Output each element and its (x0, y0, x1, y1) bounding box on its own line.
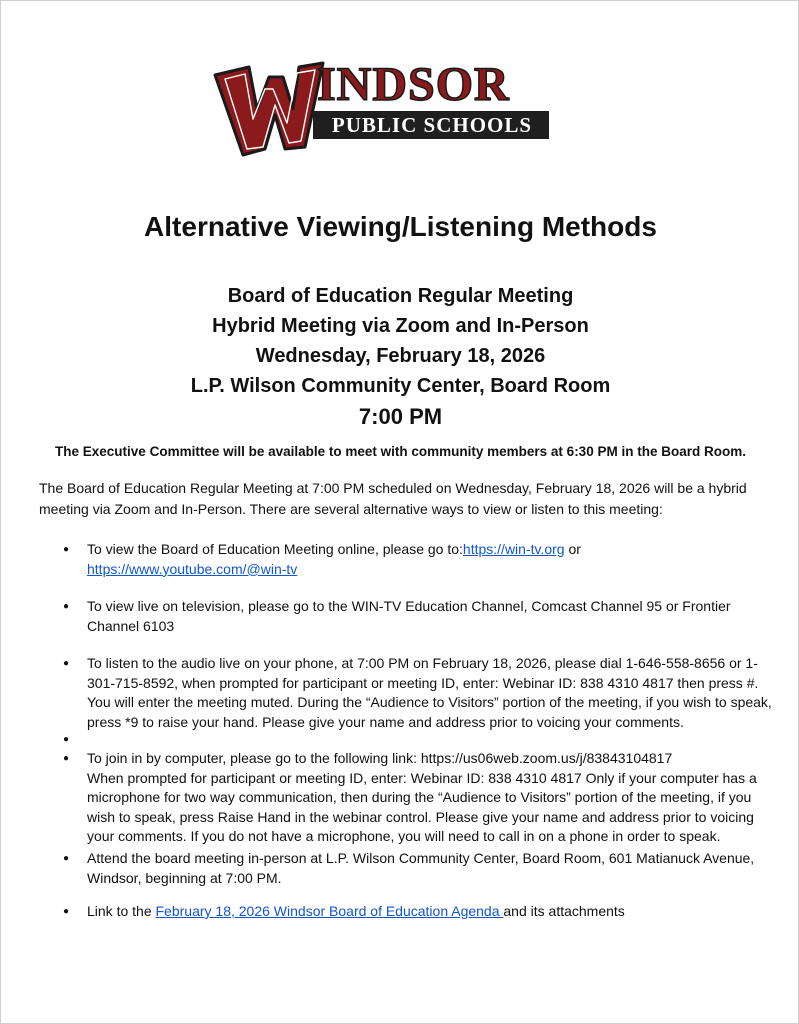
list-item-television: ● To view live on television, please go to the WIN-TV Education Channel, Comcast Channel 95 or Frontier Channel 6103 (87, 597, 777, 636)
online-or: or (564, 541, 581, 557)
agenda-suffix: and its attachments (503, 903, 625, 919)
computer-details: When prompted for participant or meeting ID, enter: Webinar ID: 838 4310 4817 Only if your computer has a microphone for two way communication, then during the “Audience to Visitors” portion of the meeting, if you wish to speak, press Raise Hand in the webinar control. Please give your name and address prior to voicing your comments. If you do not have a microphone, you will need to call in on a phone in order to speak. (87, 769, 757, 845)
list-item-in-person: ● Attend the board meeting in-person at L.P. Wilson Community Center, Board Room, 601 Matianuck Avenue, Windsor, beginning at 7:00 PM. (87, 849, 777, 888)
meeting-date: Wednesday, February 18, 2026 (255, 345, 546, 367)
list-item-phone: ● To listen to the audio live on your phone, at 7:00 PM on February 18, 2026, please dial 1-646-558-8656 or 1-301-715-8592, when prompted for participant or meeting ID, enter: Webinar ID: 838 4310 4817 then press #. You will enter the meeting muted. During the “Audience to Visitors” portion of the meeting, if you wish to speak, press *9 to raise your hand. Please give your name and address prior to voicing your comments. (87, 654, 777, 732)
logo-subtitle: PUBLIC SCHOOLS (331, 113, 533, 137)
meeting-header (1, 281, 799, 433)
windsor-public-schools-logo (213, 57, 553, 157)
meeting-name: Board of Education Regular Meeting (227, 285, 574, 307)
agenda-prefix: Link to the (87, 903, 156, 919)
list-item-online (87, 540, 777, 579)
intro-paragraph: The Board of Education Regular Meeting at 7:00 PM scheduled on Wednesday, February 18, 2026 will be a hybrid meeting via Zoom and In-Person. There are several alternative ways to view or listen to this meeting: (39, 480, 747, 517)
agenda-link[interactable]: February 18, 2026 Windsor Board of Education Agenda (155, 903, 504, 919)
logo-wordmark: INDSOR (317, 58, 510, 111)
meeting-format: Hybrid Meeting via Zoom and In-Person (212, 315, 589, 337)
list-item-computer (87, 749, 777, 847)
meeting-time: 7:00 PM (358, 404, 443, 429)
list-item-agenda (87, 902, 777, 922)
w-logo-mark (213, 57, 325, 157)
online-prefix: To view the Board of Education Meeting online, please go to: (87, 541, 463, 557)
executive-committee-note: The Executive Committee will be available to meet with community members at 6:30 PM in the Board Room. (55, 444, 746, 459)
win-tv-link[interactable]: https://win-tv.org (462, 541, 565, 557)
page-title: Alternative Viewing/Listening Methods (144, 211, 657, 242)
youtube-link[interactable]: https://www.youtube.com/@win-tv (87, 560, 298, 577)
meeting-location: L.P. Wilson Community Center, Board Room (190, 375, 611, 397)
computer-line1: To join in by computer, please go to the following link: https://us06web.zoom.us/j/83843104817 (87, 750, 673, 766)
